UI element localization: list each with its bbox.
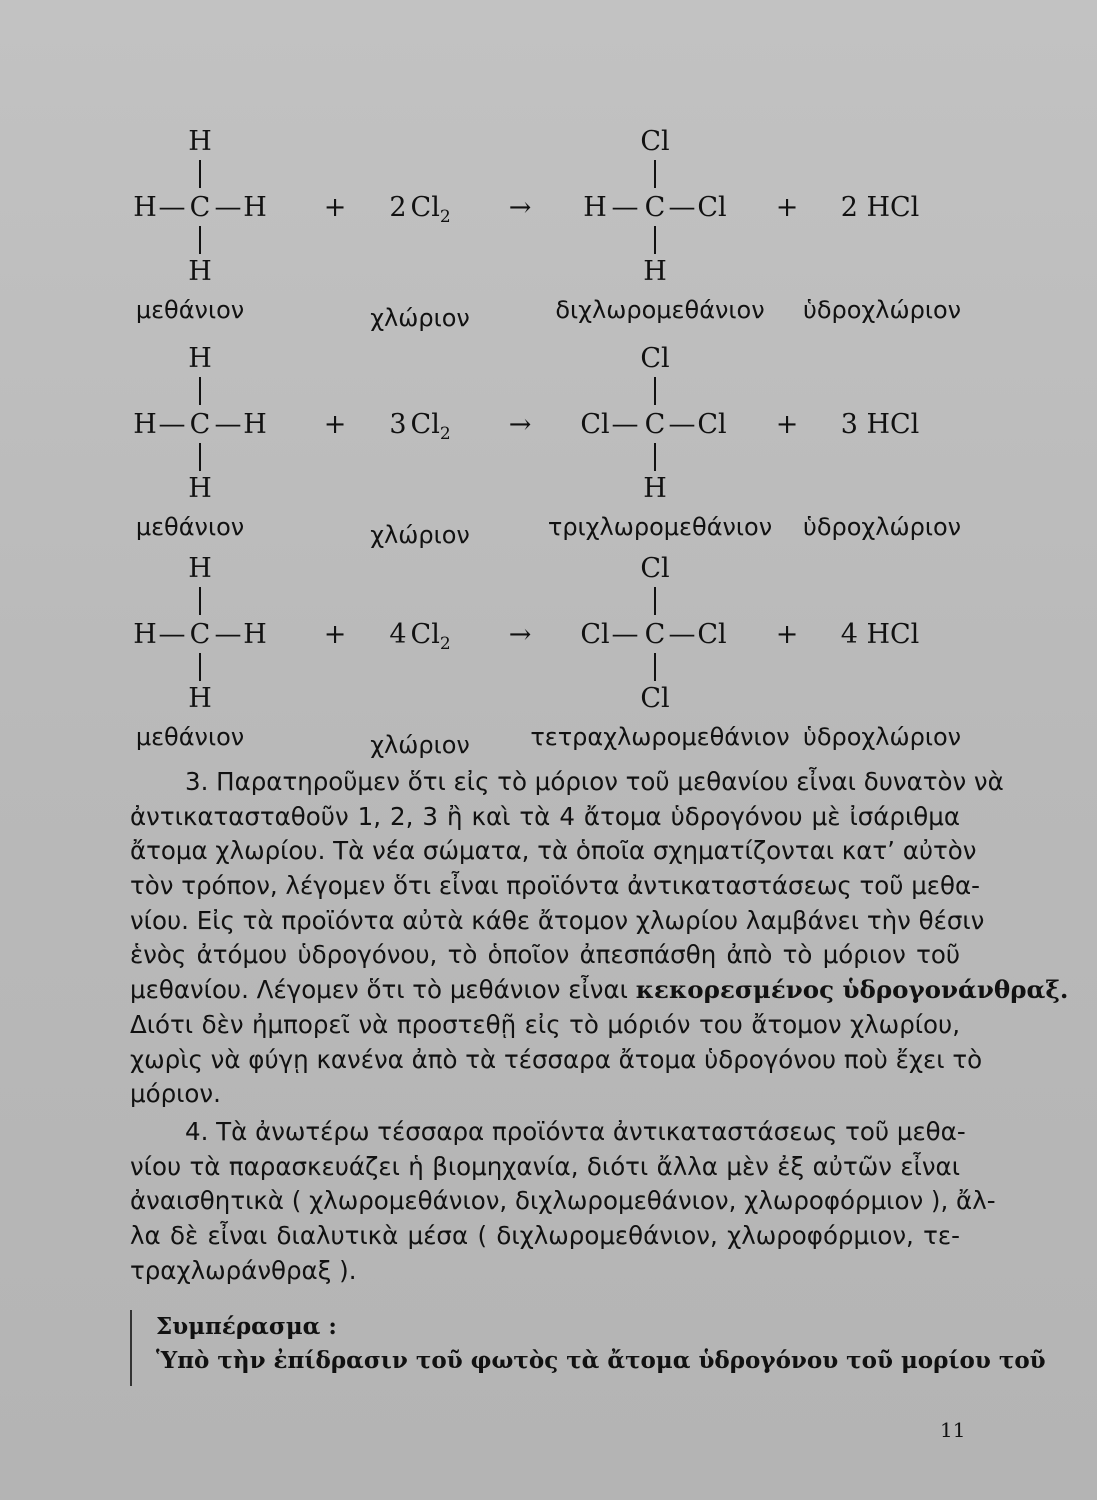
- paragraph-4-line: λα δὲ εἶναι διαλυτικὰ μέσα ( διχλωρομεθάνιον, χλωροφόρμιον, τε-: [130, 1221, 960, 1251]
- product-right-bond: —: [668, 192, 696, 223]
- product-top-atom: Cl: [640, 126, 670, 157]
- paragraph-3-line-7-text: μεθανίου. Λέγομεν ὅτι τὸ μεθάνιον εἶναι: [130, 975, 636, 1005]
- paragraph-3: [130, 765, 1069, 1112]
- reagent-symbol: Cl: [410, 409, 440, 440]
- product-name: τετραχλωρομεθάνιον: [530, 723, 790, 751]
- reactant-top-atom: H: [188, 343, 212, 374]
- reagent-formula: [389, 192, 451, 227]
- byproduct-name: ὑδροχλώριον: [802, 513, 962, 541]
- product-bottom-atom: H: [643, 473, 667, 504]
- reaction-equation: [0, 345, 1097, 565]
- paragraph-4-line: τραχλωράνθραξ ).: [130, 1255, 357, 1285]
- reagent-name: χλώριον: [370, 304, 470, 332]
- paragraph-3-line: 3. Παρατηροῦμεν ὅτι εἰς τὸ μόριον τοῦ μεθανίου εἶναι δυνατὸν νὰ: [185, 767, 1004, 796]
- product-left-bond: —: [611, 409, 639, 440]
- reactant-right-atom: H: [243, 192, 267, 223]
- reactant-right-atom: H: [243, 619, 267, 650]
- product-left-bond: —: [611, 192, 639, 223]
- product-top-atom: Cl: [640, 553, 670, 584]
- key-term-saturated-hydrocarbon: κεκορεσμένος ὑδρογονάνθραξ.: [635, 975, 1069, 1005]
- reactant-center-atom: C: [189, 619, 211, 650]
- reactant-left-atom: H: [133, 409, 157, 440]
- reactant-right-bond: —: [214, 192, 242, 223]
- paragraph-4-line: 4. Τὰ ἀνωτέρω τέσσαρα προϊόντα ἀντικαταστάσεως τοῦ μεθα-: [185, 1117, 966, 1146]
- reactant-top-bond: [199, 377, 201, 405]
- reactant-right-atom: H: [243, 409, 267, 440]
- byproduct-formula: 4 HCl: [840, 619, 920, 650]
- reaction-arrow: →: [508, 619, 532, 650]
- reagent-coefficient: 2: [389, 192, 407, 223]
- product-bottom-bond: [654, 226, 656, 254]
- reactant-bottom-bond: [199, 443, 201, 471]
- paragraph-3-line: Διότι δὲν ἠμπορεῖ νὰ προστεθῇ εἰς τὸ μόριόν του ἄτομον χλωρίου,: [130, 1009, 960, 1039]
- plus-sign: +: [323, 409, 347, 440]
- paragraph-3-line-7: [130, 973, 1069, 1008]
- reactant-name: μεθάνιον: [135, 296, 245, 324]
- reactant-right-bond: —: [214, 619, 242, 650]
- plus-sign: +: [775, 409, 799, 440]
- paragraph-4-line: ἀναισθητικὰ ( χλωρομεθάνιον, διχλωρομεθάνιον, χλωροφόρμιον ), ἄλ-: [130, 1186, 996, 1216]
- product-left-atom: Cl: [580, 409, 610, 440]
- reagent-formula: [389, 409, 451, 444]
- paragraph-4: [130, 1115, 996, 1288]
- reactant-top-atom: H: [188, 126, 212, 157]
- conclusion-text: Ὑπὸ τὴν ἐπίδρασιν τοῦ φωτὸς τὰ ἄτομα ὑδρογόνου τοῦ μορίου τοῦ: [156, 1347, 1046, 1374]
- reactant-top-bond: [199, 160, 201, 188]
- product-bottom-atom: H: [643, 256, 667, 287]
- plus-sign: +: [775, 192, 799, 223]
- reaction-equation: [0, 128, 1097, 348]
- reagent-coefficient: 4: [389, 619, 407, 650]
- reactant-bottom-atom: H: [188, 683, 212, 714]
- product-right-bond: —: [668, 619, 696, 650]
- reagent-symbol: Cl: [410, 619, 440, 650]
- paragraph-3-line: τὸν τρόπον, λέγομεν ὅτι εἶναι προϊόντα ἀντικαταστάσεως τοῦ μεθα-: [130, 871, 981, 901]
- reagent-symbol: Cl: [410, 192, 440, 223]
- product-bottom-bond: [654, 653, 656, 681]
- reactant-top-bond: [199, 587, 201, 615]
- paragraph-3-line: μόριον.: [130, 1079, 221, 1109]
- paragraph-4-line: νίου τὰ παρασκευάζει ἡ βιομηχανία, διότι ἄλλα μὲν ἐξ αὐτῶν εἶναι: [130, 1151, 960, 1181]
- reactant-bottom-bond: [199, 653, 201, 681]
- plus-sign: +: [323, 192, 347, 223]
- conclusion-title: Συμπέρασμα :: [156, 1313, 337, 1340]
- product-right-atom: Cl: [697, 409, 727, 440]
- conclusion-box: [130, 1310, 1046, 1386]
- reactant-left-atom: H: [133, 619, 157, 650]
- reactant-left-atom: H: [133, 192, 157, 223]
- product-center-atom: C: [644, 192, 666, 223]
- reactant-bottom-atom: H: [188, 256, 212, 287]
- product-center-atom: C: [644, 619, 666, 650]
- reaction-arrow: →: [508, 409, 532, 440]
- reagent-name: χλώριον: [370, 521, 470, 549]
- reagent-name: χλώριον: [370, 731, 470, 759]
- product-right-atom: Cl: [697, 192, 727, 223]
- product-left-atom: Cl: [580, 619, 610, 650]
- reactant-name: μεθάνιον: [135, 723, 245, 751]
- paragraph-3-line: ἑνὸς ἀτόμου ὑδρογόνου, τὸ ὁποῖον ἀπεσπάσθη ἀπὸ τὸ μόριον τοῦ: [130, 940, 960, 970]
- plus-sign: +: [323, 619, 347, 650]
- reagent-formula: [389, 619, 451, 654]
- paragraph-3-line: ἀντικατασταθοῦν 1, 2, 3 ἢ καὶ τὰ 4 ἄτομα ὑδρογόνου μὲ ἰσάριθμα: [130, 801, 960, 831]
- reactant-left-bond: —: [158, 619, 186, 650]
- product-top-bond: [654, 587, 656, 615]
- reactant-bottom-bond: [199, 226, 201, 254]
- reactant-right-bond: —: [214, 409, 242, 440]
- product-name: τριχλωρομεθάνιον: [547, 513, 773, 541]
- reactant-left-bond: —: [158, 192, 186, 223]
- product-right-bond: —: [668, 409, 696, 440]
- byproduct-name: ὑδροχλώριον: [802, 723, 962, 751]
- reagent-subscript: 2: [439, 207, 451, 227]
- paragraph-3-line: χωρὶς νὰ φύγῃ κανένα ἀπὸ τὰ τέσσαρα ἄτομα ὑδρογόνου ποὺ ἔχει τὸ: [130, 1044, 983, 1074]
- product-name: διχλωρομεθάνιον: [555, 296, 765, 324]
- product-top-bond: [654, 160, 656, 188]
- reactant-left-bond: —: [158, 409, 186, 440]
- reactant-top-atom: H: [188, 553, 212, 584]
- reaction-equation: [0, 555, 1097, 775]
- reactant-center-atom: C: [189, 409, 211, 440]
- product-top-atom: Cl: [640, 343, 670, 374]
- paragraph-3-line: νίου. Εἰς τὰ προϊόντα αὐτὰ κάθε ἄτομον χλωρίου λαμβάνει τὴν θέσιν: [130, 905, 985, 935]
- product-left-bond: —: [611, 619, 639, 650]
- byproduct-formula: 2 HCl: [840, 192, 920, 223]
- page-number: 11: [940, 1418, 966, 1442]
- product-bottom-atom: Cl: [640, 683, 670, 714]
- reactant-bottom-atom: H: [188, 473, 212, 504]
- product-right-atom: Cl: [697, 619, 727, 650]
- reagent-subscript: 2: [439, 424, 451, 444]
- reactant-center-atom: C: [189, 192, 211, 223]
- product-top-bond: [654, 377, 656, 405]
- reagent-coefficient: 3: [389, 409, 407, 440]
- product-center-atom: C: [644, 409, 666, 440]
- reagent-subscript: 2: [439, 634, 451, 654]
- product-bottom-bond: [654, 443, 656, 471]
- plus-sign: +: [775, 619, 799, 650]
- reactant-name: μεθάνιον: [135, 513, 245, 541]
- reaction-arrow: →: [508, 192, 532, 223]
- byproduct-formula: 3 HCl: [840, 409, 920, 440]
- byproduct-name: ὑδροχλώριον: [802, 296, 962, 324]
- paragraph-3-line: ἄτομα χλωρίου. Τὰ νέα σώματα, τὰ ὁποῖα σχηματίζονται κατ’ αὐτὸν: [130, 836, 977, 866]
- product-left-atom: H: [583, 192, 607, 223]
